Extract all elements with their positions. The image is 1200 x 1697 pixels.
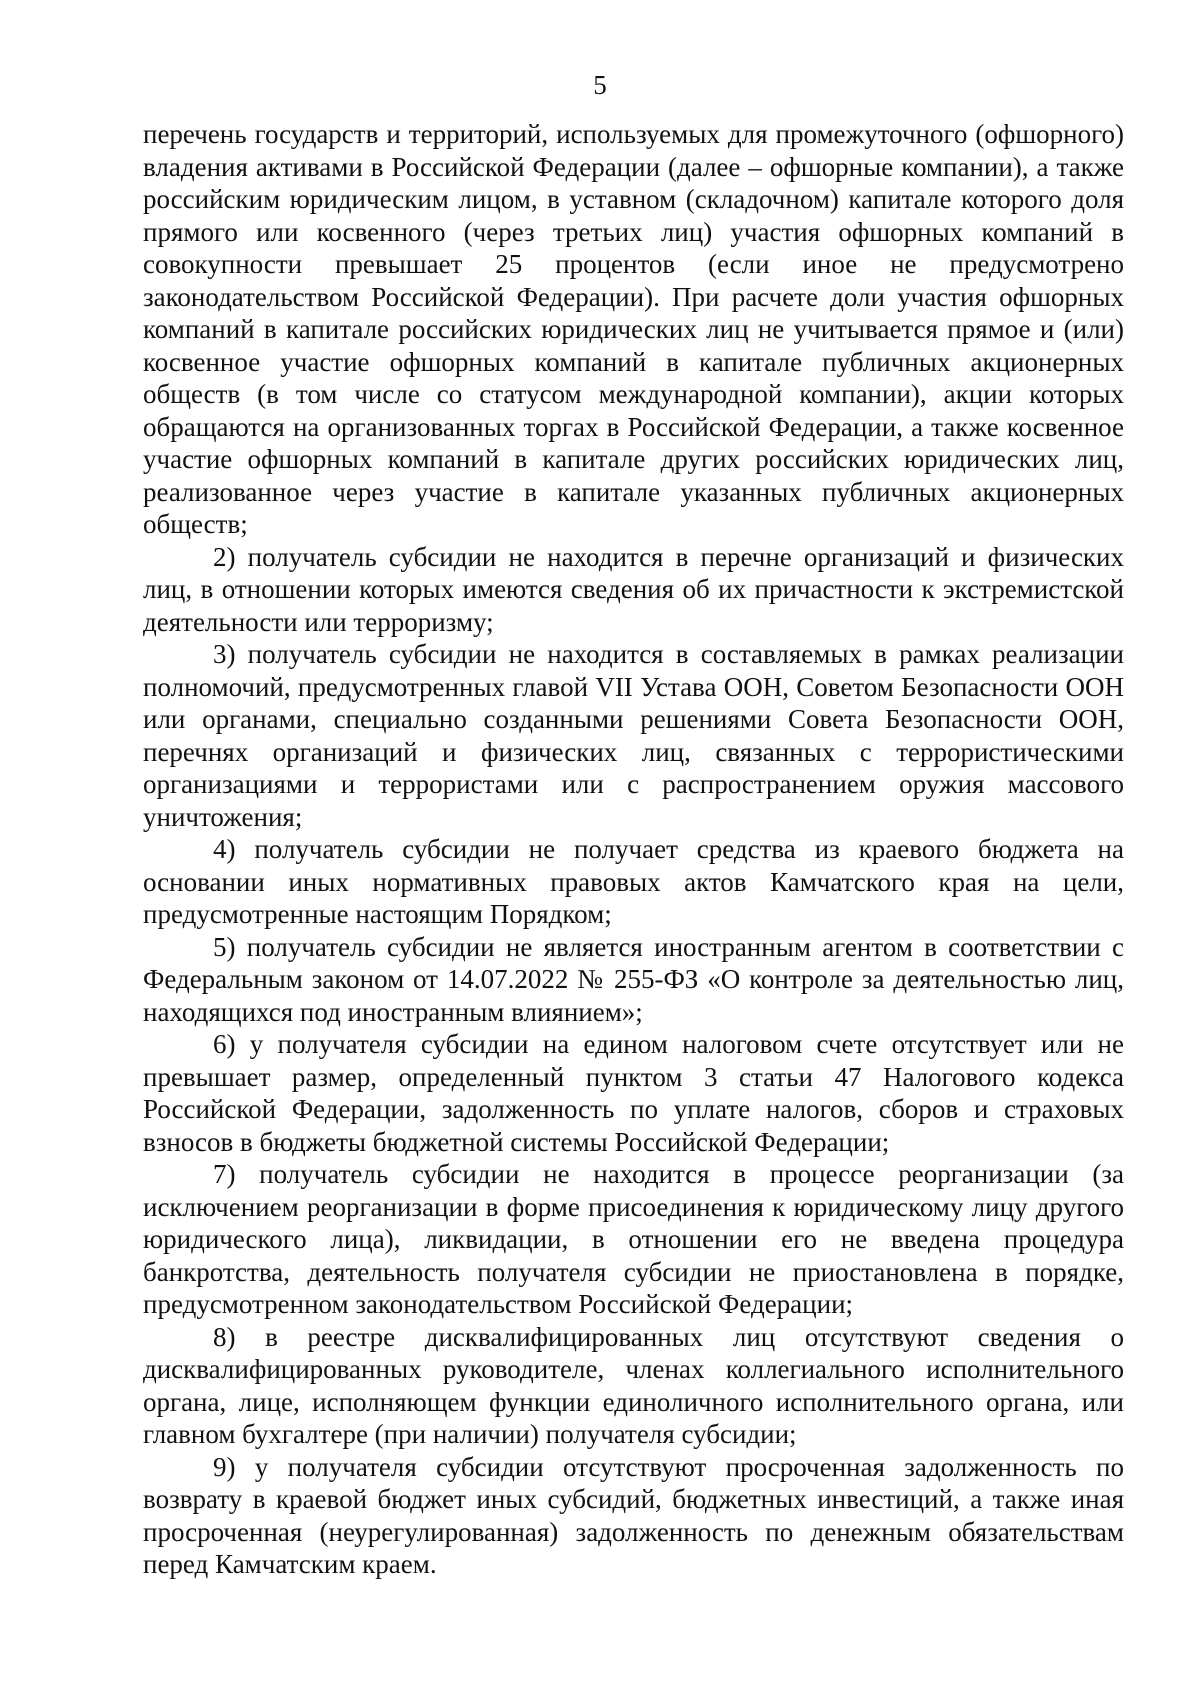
paragraph-continuation: перечень государств и территорий, используемых для промежуточного (офшорного) владения активами в Российской Федерации (далее – офшорные компании), а также российским юридическим лицом, в уставном (складочном) капитале которого доля прямого или косвенного (через третьих лиц) участия офшорных компаний в совокупности превышает 25 процентов (если иное не предусмотрено законодательством Российской Федерации). При расчете доли участия офшорных компаний в капитале российских юридических лиц не учитывается прямое и (или) косвенное участие офшорных компаний в капитале публичных акционерных обществ (в том числе со статусом международной компании), акции которых обращаются на организованных торгах в Российской Федерации, а также косвенное участие офшорных компаний в капитале других российских юридических лиц, реализованное через участие в капитале указанных публичных акционерных обществ; [143,119,1124,539]
paragraph-item-2: 2) получатель субсидии не находится в перечне организаций и физических лиц, в отношении которых имеются сведения об их причастности к экстремистской деятельности или терроризму; [143,541,1124,637]
page-number: 5 [593,70,607,100]
paragraph-item-7: 7) получатель субсидии не находится в процессе реорганизации (за исключением реорганизации в форме присоединения к юридическому лицу другого юридического лица), ликвидации, в отношении его не введена процедура банкротства, деятельность получателя субсидии не приостановлена в порядке, предусмотренном законодательством Российской Федерации; [143,1159,1124,1319]
paragraph-item-9: 9) у получателя субсидии отсутствуют просроченная задолженность по возврату в краевой бюджет иных субсидий, бюджетных инвестиций, а также иная просроченная (неурегулированная) задолженность по денежным обязательствам перед Камчатским краем. [143,1451,1124,1579]
paragraph-item-8: 8) в реестре дисквалифицированных лиц отсутствуют сведения о дисквалифицированных руководителе, членах коллегиального исполнительного органа, лице, исполняющем функции единоличного исполнительного органа, или главном бухгалтере (при наличии) получателя субсидии; [143,1321,1124,1449]
paragraph-item-4: 4) получатель субсидии не получает средства из краевого бюджета на основании иных нормативных правовых актов Камчатского края на цели, предусмотренные настоящим Порядком; [143,834,1124,929]
document-body [143,118,1124,1581]
paragraph-item-6: 6) у получателя субсидии на едином налоговом счете отсутствует или не превышает размер, определенный пунктом 3 статьи 47 Налогового кодекса Российской Федерации, задолженность по уплате налогов, сборов и страховых взносов в бюджеты бюджетной системы Российской Федерации; [143,1029,1124,1157]
paragraph-item-5: 5) получатель субсидии не является иностранным агентом в соответствии с Федеральным законом от 14.07.2022 № 255-ФЗ «О контроле за деятельностью лиц, находящихся под иностранным влиянием»; [143,931,1124,1027]
paragraph-item-3: 3) получатель субсидии не находится в составляемых в рамках реализации полномочий, предусмотренных главой VII Устава ООН, Советом Безопасности ООН или органами, специально созданными решениями Совета Безопасности ООН, перечнях организаций и физических лиц, связанных с террористическими организациями и террористами или с распространением оружия массового уничтожения; [143,639,1124,832]
